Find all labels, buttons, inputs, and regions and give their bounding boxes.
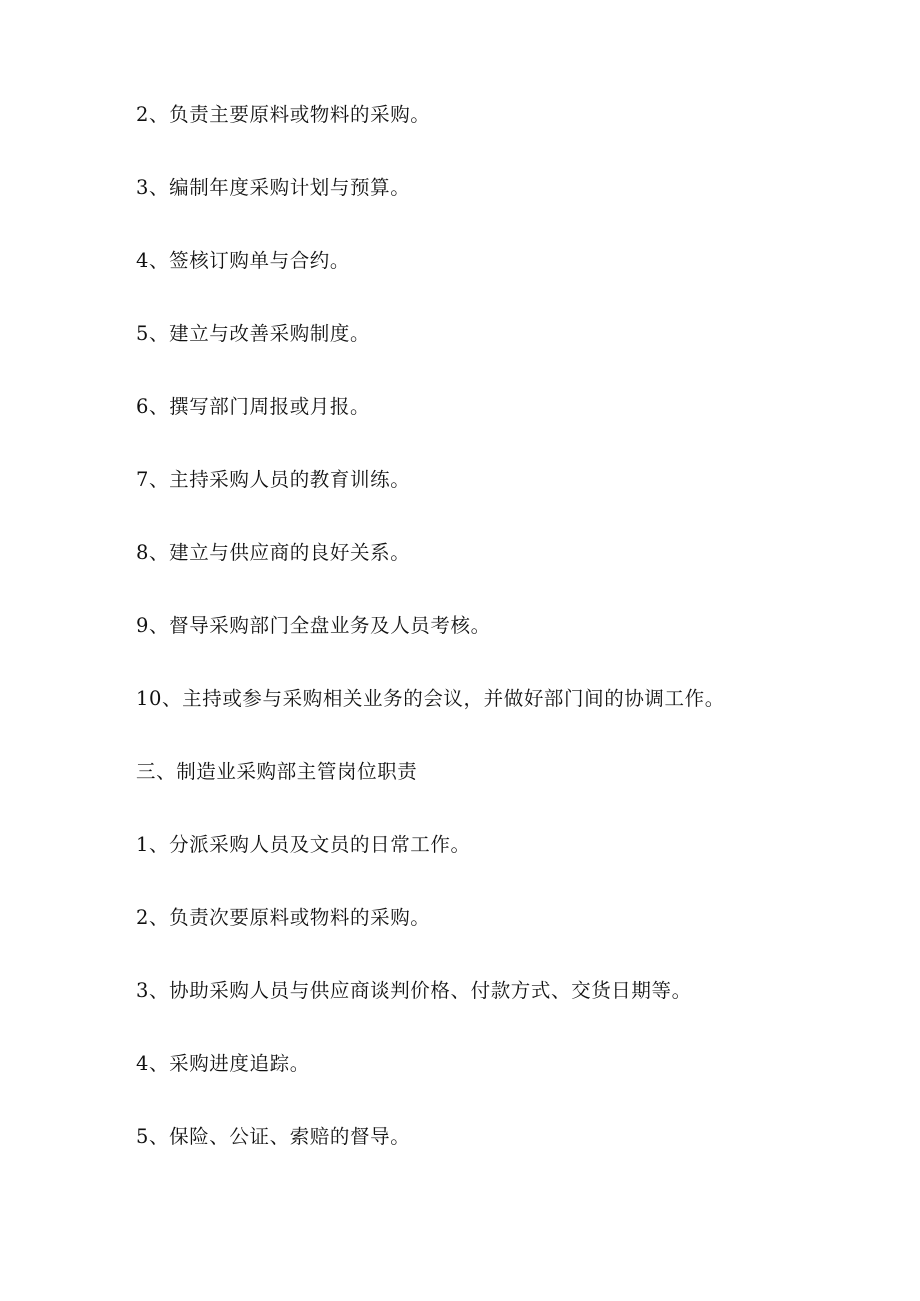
- list-item: 1、分派采购人员及文员的日常工作。: [136, 833, 471, 856]
- list-item: 2、负责主要原料或物料的采购。: [136, 103, 431, 126]
- list-item: 4、签核订购单与合约。: [136, 249, 351, 272]
- list-item: 4、采购进度追踪。: [136, 1052, 310, 1075]
- list-item: 5、保险、公证、索赔的督导。: [136, 1125, 411, 1148]
- list-item: 3、编制年度采购计划与预算。: [136, 176, 411, 199]
- list-item: 3、协助采购人员与供应商谈判价格、付款方式、交货日期等。: [136, 979, 692, 1002]
- section-heading: 三、制造业采购部主管岗位职责: [136, 760, 418, 783]
- list-item: 6、撰写部门周报或月报。: [136, 395, 371, 418]
- list-item: 7、主持采购人员的教育训练。: [136, 468, 411, 491]
- list-item: 2、负责次要原料或物料的采购。: [136, 906, 431, 929]
- document-body: [136, 96, 876, 1191]
- list-item: 8、建立与供应商的良好关系。: [136, 541, 411, 564]
- list-item: 10、主持或参与采购相关业务的会议，并做好部门间的协调工作。: [136, 687, 725, 710]
- list-item: 9、督导采购部门全盘业务及人员考核。: [136, 614, 491, 637]
- list-item: 5、建立与改善采购制度。: [136, 322, 371, 345]
